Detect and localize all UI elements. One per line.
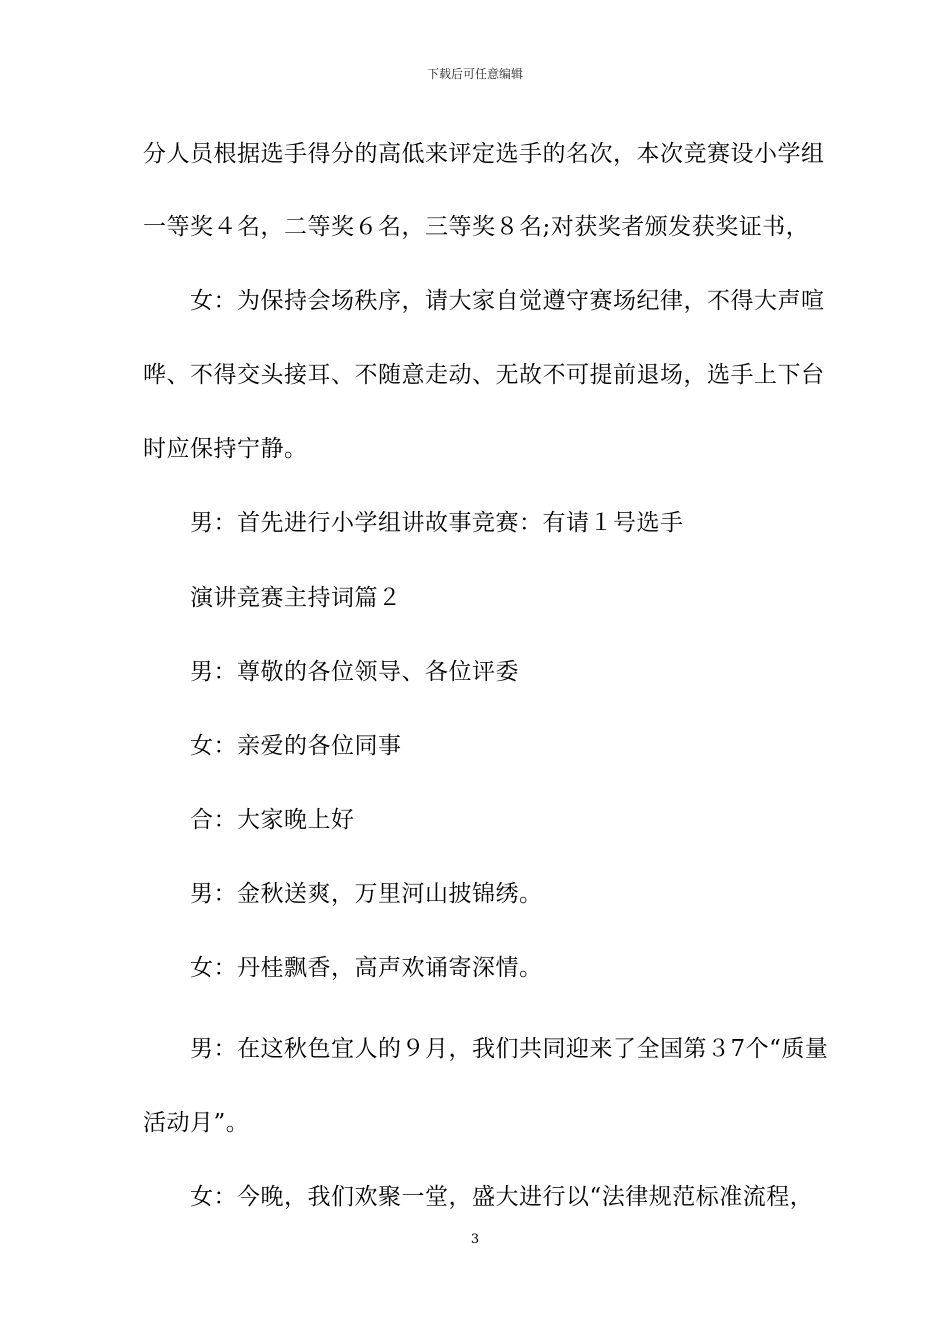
paragraph-line: 一等奖４名，二等奖６名，三等奖８名;对获奖者颁发获奖证书， — [143, 214, 810, 240]
paragraph-line: 女：今晚，我们欢聚一堂，盛大进行以“法律规范标准流程， — [190, 1184, 814, 1210]
paragraph-line: 男：尊敬的各位领导、各位评委 — [190, 659, 519, 685]
paragraph-line: 女：亲爱的各位同事 — [190, 733, 402, 759]
paragraph-line: 活动月”。 — [143, 1110, 250, 1136]
section-heading: 演讲竞赛主持词篇２ — [190, 585, 402, 611]
page-number: 3 — [470, 1232, 480, 1247]
paragraph-line: 时应保持宁静。 — [143, 436, 308, 462]
paragraph-line: 分人员根据选手得分的高低来评定选手的名次，本次竞赛设小学组 — [143, 141, 825, 167]
page-header: 下载后可任意编辑 — [426, 67, 523, 81]
paragraph-line: 女：丹桂飘香，高声欢诵寄深情。 — [190, 955, 543, 981]
paragraph-line: 男：金秋送爽，万里河山披锦绣。 — [190, 881, 543, 907]
paragraph-line: 男：首先进行小学组讲故事竞赛：有请１号选手 — [190, 510, 684, 536]
paragraph-line: 哗、不得交头接耳、不随意走动、无故不可提前退场，选手上下台 — [143, 362, 825, 388]
paragraph-line: 女：为保持会场秩序，请大家自觉遵守赛场纪律，不得大声喧 — [190, 288, 825, 314]
paragraph-line: 男：在这秋色宜人的９月，我们共同迎来了全国第３7个“质量 — [190, 1036, 829, 1062]
paragraph-line: 合：大家晚上好 — [190, 807, 355, 833]
